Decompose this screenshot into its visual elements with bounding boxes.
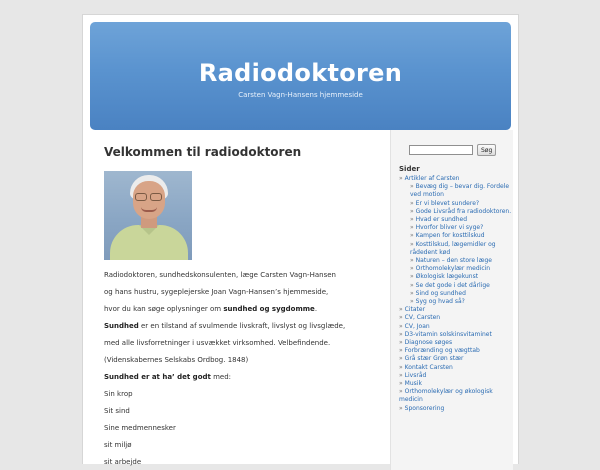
page-link-label[interactable]: Se det gode i det dårlige bbox=[415, 281, 490, 289]
paragraph-text: sit arbejde bbox=[104, 458, 142, 466]
subpage-link[interactable] bbox=[399, 224, 513, 232]
post-paragraph bbox=[104, 323, 389, 330]
bullet-icon: » bbox=[410, 232, 414, 240]
paragraph-text: med alle livsforretninger i usvækket virksomhed. Velbefindende. bbox=[104, 339, 331, 347]
post-paragraph bbox=[104, 408, 389, 415]
page-link[interactable] bbox=[399, 175, 513, 183]
portrait-photo bbox=[104, 171, 192, 260]
post-paragraph bbox=[104, 391, 389, 398]
bullet-icon: » bbox=[399, 175, 403, 182]
search-button[interactable]: Søg bbox=[477, 144, 496, 156]
page-link-label[interactable]: CV, Joan bbox=[404, 322, 430, 330]
page-link[interactable] bbox=[399, 331, 513, 339]
subpage-link[interactable] bbox=[399, 200, 513, 208]
page-link-label[interactable]: Naturen – den store læge bbox=[415, 257, 492, 265]
page-link-label[interactable]: D3-vitamin solskinsvitaminet bbox=[404, 330, 492, 338]
subpage-link[interactable] bbox=[399, 298, 513, 306]
page-link-label[interactable]: Kampen for kosttilskud bbox=[415, 232, 485, 240]
bullet-icon: » bbox=[399, 347, 403, 355]
blog-title[interactable]: Radiodoktoren bbox=[198, 59, 403, 87]
subpage-link[interactable] bbox=[399, 265, 513, 273]
page-link-label[interactable]: Er vi blevet sundere? bbox=[415, 199, 480, 207]
post-paragraph bbox=[104, 306, 389, 313]
bullet-icon: » bbox=[399, 404, 403, 412]
page-link-label[interactable]: Hvad er sundhed bbox=[415, 216, 468, 224]
bullet-icon: » bbox=[399, 363, 403, 371]
page-link[interactable] bbox=[399, 314, 513, 322]
blog-description: Carsten Vagn-Hansens hjemmeside bbox=[238, 91, 363, 99]
bullet-icon: » bbox=[399, 314, 403, 322]
page-link-label[interactable]: Citater bbox=[404, 306, 426, 314]
subpage-link[interactable] bbox=[399, 282, 513, 290]
page-link[interactable] bbox=[399, 339, 513, 347]
post-paragraph bbox=[104, 425, 389, 432]
bullet-icon: » bbox=[410, 265, 414, 273]
bold-text: Sundhed bbox=[104, 322, 139, 330]
subpage-link[interactable] bbox=[399, 241, 513, 257]
page-link[interactable] bbox=[399, 364, 513, 372]
site-header bbox=[90, 22, 511, 130]
paragraph-text: Sin krop bbox=[104, 390, 133, 398]
paragraph-text: (Videnskabernes Selskabs Ordbog. 1848) bbox=[104, 356, 249, 364]
page-link-label[interactable]: Økologisk lægekunst bbox=[415, 273, 479, 281]
bullet-icon: » bbox=[399, 322, 403, 330]
post-paragraph bbox=[104, 272, 389, 279]
page-link-label[interactable]: CV, Carsten bbox=[404, 314, 441, 322]
page-link-label[interactable]: Syg og hvad så? bbox=[415, 298, 465, 306]
page-link-label[interactable]: Artikler af Carsten bbox=[404, 175, 460, 182]
paragraph-text: og hans hustru, sygeplejerske Joan Vagn-Hansen’s hjemmeside, bbox=[104, 288, 329, 296]
post-paragraph bbox=[104, 374, 389, 381]
paragraph-text: Sine medmennesker bbox=[104, 424, 176, 432]
subpage-link[interactable] bbox=[399, 232, 513, 240]
page-link[interactable] bbox=[399, 388, 513, 404]
paragraph-text: er en tilstand af svulmende livskraft, livslyst og livsglæde, bbox=[138, 322, 346, 330]
post-paragraph bbox=[104, 289, 389, 296]
search-form bbox=[409, 144, 513, 156]
page-link-label[interactable]: Orthomolekylær og økologisk medicin bbox=[399, 388, 493, 404]
bullet-icon: » bbox=[410, 224, 414, 232]
post-paragraph bbox=[104, 357, 389, 364]
bullet-icon: » bbox=[399, 380, 403, 388]
paragraph-text: Sit sind bbox=[104, 407, 130, 415]
page-link[interactable] bbox=[399, 347, 513, 355]
bullet-icon: » bbox=[410, 240, 414, 248]
subpage-link[interactable] bbox=[399, 208, 513, 216]
bullet-icon: » bbox=[399, 355, 403, 363]
page-link-label[interactable]: Livsråd bbox=[404, 371, 427, 379]
subpage-link[interactable] bbox=[399, 257, 513, 265]
page-link-label[interactable]: Sponsorering bbox=[404, 404, 445, 412]
bold-text: sundhed og sygdomme bbox=[223, 305, 315, 313]
bullet-icon: » bbox=[410, 216, 414, 224]
bullet-icon: » bbox=[399, 388, 403, 396]
page-link[interactable] bbox=[399, 306, 513, 314]
subpage-link[interactable] bbox=[399, 273, 513, 281]
pages-list bbox=[399, 175, 513, 413]
post-paragraph bbox=[104, 442, 389, 449]
subpage-link[interactable] bbox=[399, 290, 513, 298]
paragraph-text: sit miljø bbox=[104, 441, 132, 449]
page-link-label[interactable]: Hvorfor bliver vi syge? bbox=[415, 224, 484, 232]
bullet-icon: » bbox=[399, 371, 403, 379]
bullet-icon: » bbox=[410, 207, 414, 215]
page-link[interactable] bbox=[399, 323, 513, 331]
page-link-label[interactable]: Sind og sundhed bbox=[415, 289, 466, 297]
main-content bbox=[104, 145, 389, 466]
page-link-label[interactable]: Grå stær Grøn stær bbox=[404, 355, 464, 363]
post-paragraph bbox=[104, 459, 389, 466]
bold-text: Sundhed er at ha’ det godt bbox=[104, 373, 211, 381]
post-body bbox=[104, 272, 389, 466]
page-link[interactable] bbox=[399, 405, 513, 413]
subpage-link[interactable] bbox=[399, 216, 513, 224]
page-link-label[interactable]: Kosttilskud, lægemidler og rådedent kød bbox=[410, 240, 496, 256]
bullet-icon: » bbox=[410, 289, 414, 297]
page-link[interactable] bbox=[399, 355, 513, 363]
bullet-icon: » bbox=[410, 273, 414, 281]
bullet-icon: » bbox=[399, 339, 403, 347]
pages-heading: Sider bbox=[399, 165, 420, 173]
page-link-label[interactable]: Kontakt Carsten bbox=[404, 363, 453, 371]
post-paragraph bbox=[104, 340, 389, 347]
page-link-label[interactable]: Orthomolekylær medicin bbox=[415, 265, 491, 273]
page-link-label[interactable]: Bevæg dig – bevar dig. Fordele ved motion bbox=[410, 183, 510, 199]
page-link[interactable] bbox=[399, 372, 513, 380]
sidebar bbox=[390, 130, 513, 470]
bullet-icon: » bbox=[399, 306, 403, 314]
page-container bbox=[82, 14, 519, 464]
search-input[interactable] bbox=[409, 145, 473, 155]
paragraph-text: med: bbox=[210, 373, 232, 381]
paragraph-text: . bbox=[314, 305, 318, 313]
bullet-icon: » bbox=[399, 330, 403, 338]
bullet-icon: » bbox=[410, 183, 414, 191]
page-link[interactable] bbox=[399, 380, 513, 388]
page-link-label[interactable]: Musik bbox=[404, 380, 422, 388]
page-link-label[interactable]: Gode Livsråd fra radiodoktoren. bbox=[415, 207, 512, 215]
post-title[interactable]: Velkommen til radiodoktoren bbox=[104, 145, 302, 159]
bullet-icon: » bbox=[410, 281, 414, 289]
bullet-icon: » bbox=[410, 199, 414, 207]
bullet-icon: » bbox=[410, 257, 414, 265]
page-link-label[interactable]: Forbrænding og vægttab bbox=[404, 347, 480, 355]
paragraph-text: Radiodoktoren, sundhedskonsulenten, læge Carsten Vagn-Hansen bbox=[104, 271, 336, 279]
bullet-icon: » bbox=[410, 298, 414, 306]
page-link-label[interactable]: Diagnose søges bbox=[404, 339, 453, 347]
paragraph-text: hvor du kan søge oplysninger om bbox=[104, 305, 224, 313]
subpage-link[interactable] bbox=[399, 183, 513, 199]
